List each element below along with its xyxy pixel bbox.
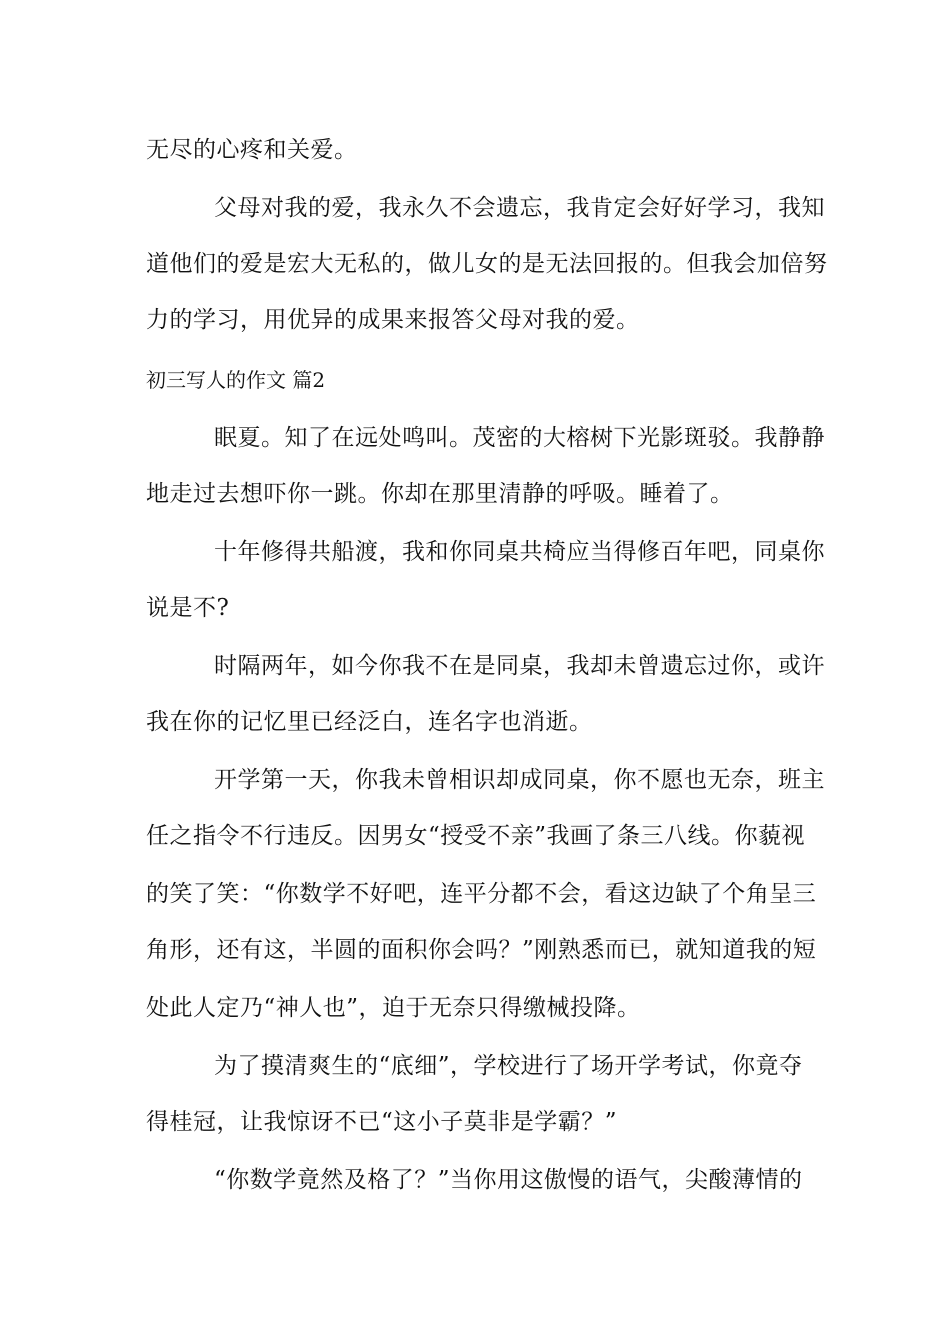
text-line-2: 父母对我的爱，我永久不会遗忘，我肯定会好好学习，我知 xyxy=(214,195,825,221)
text-line-1: 无尽的心疼和关爱。 xyxy=(146,137,358,163)
text-line-12: 开学第一天，你我未曾相识却成同桌，你不愿也无奈，班主 xyxy=(214,767,825,793)
text-line-8: 十年修得共船渡，我和你同桌共椅应当得修百年吧，同桌你 xyxy=(214,539,825,565)
text-line-9: 说是不? xyxy=(146,595,230,621)
text-line-15: 角形，还有这，半圆的面积你会吗？”刚熟悉而已，就知道我的短 xyxy=(146,937,817,963)
text-line-3: 道他们的爱是宏大无私的，做儿女的是无法回报的。但我会加倍努 xyxy=(146,251,828,277)
text-line-4: 力的学习，用优异的成果来报答父母对我的爱。 xyxy=(146,307,640,333)
text-line-6: 眠夏。知了在远处鸣叫。茂密的大榕树下光影斑驳。我静静 xyxy=(214,425,825,451)
text-line-13: 任之指令不行违反。因男女“授受不亲”我画了条三八线。你藐视 xyxy=(146,823,806,849)
text-line-7: 地走过去想吓你一跳。你却在那里清静的呼吸。睡着了。 xyxy=(146,481,734,507)
text-line-11: 我在你的记忆里已经泛白，连名字也消逝。 xyxy=(146,709,593,735)
text-line-10: 时隔两年，如今你我不在是同桌，我却未曾遗忘过你，或许 xyxy=(214,653,825,679)
text-line-17: 为了摸清爽生的“底细”，学校进行了场开学考试，你竟夺 xyxy=(214,1053,803,1079)
text-line-18: 得桂冠，让我惊讶不已“这小子莫非是学霸？” xyxy=(146,1109,618,1135)
text-line-16: 处此人定乃“神人也”，迫于无奈只得缴械投降。 xyxy=(146,995,641,1021)
text-line-14: 的笑了笑：“你数学不好吧，连平分都不会，看这边缺了个角呈三 xyxy=(146,881,817,907)
text-line-19: “你数学竟然及格了？”当你用这傲慢的语气，尖酸薄情的 xyxy=(214,1167,803,1193)
section-heading: 初三写人的作文 篇2 xyxy=(146,368,326,392)
